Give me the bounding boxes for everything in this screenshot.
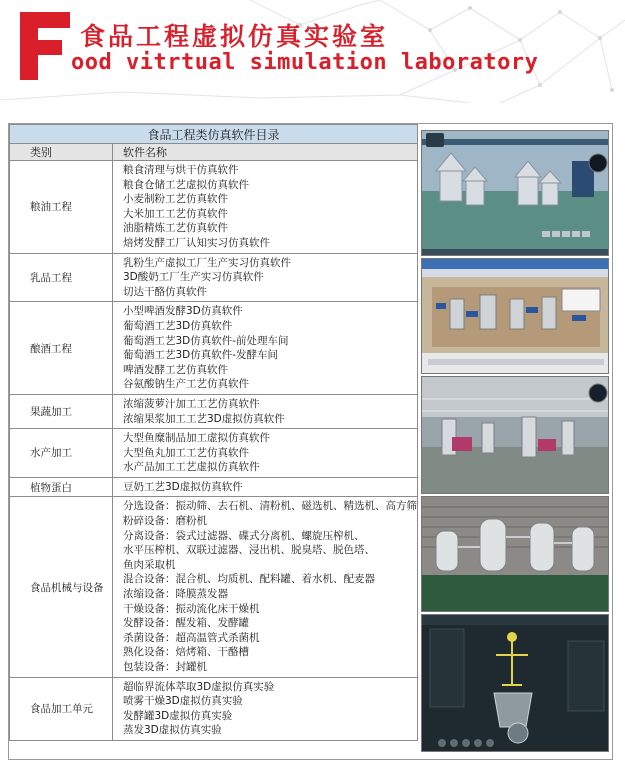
category-cell: 植物蛋白 bbox=[10, 477, 113, 497]
software-item: 焙烤发酵工厂认知实习仿真软件 bbox=[123, 236, 270, 249]
software-item: 超临界流体萃取3D虚拟仿真实验 bbox=[123, 680, 275, 693]
software-item: 分离设备：袋式过滤器、碟式分离机、螺旋压榨机、 bbox=[123, 529, 365, 542]
software-item: 浓缩设备：降膜蒸发器 bbox=[123, 588, 228, 601]
screenshot-equipment-model-viewer bbox=[421, 614, 609, 752]
table-header-row bbox=[10, 144, 418, 161]
category-cell: 食品机械与设备 bbox=[10, 497, 113, 677]
page-title-chinese: 食品工程虚拟仿真实验室 bbox=[80, 22, 389, 51]
category-cell: 食品加工单元 bbox=[10, 677, 113, 740]
software-item: 大型鱼糜制品加工虚拟仿真软件 bbox=[123, 432, 270, 445]
screenshot-separator-workshop bbox=[421, 130, 609, 256]
software-item: 混合设备：混合机、均质机、配料罐、着水机、配麦器 bbox=[123, 573, 375, 586]
software-item: 小型啤酒发酵3D仿真软件 bbox=[123, 305, 243, 318]
table-body bbox=[10, 161, 418, 741]
column-header-software: 软件名称 bbox=[113, 144, 418, 161]
software-item: 乳粉生产虚拟工厂生产实习仿真软件 bbox=[123, 256, 291, 269]
software-item: 分选设备：振动筛、去石机、清粉机、磁选机、精选机、高方筛 bbox=[123, 500, 417, 513]
screenshot-dairy-control-panel bbox=[421, 258, 609, 374]
software-item: 啤酒发酵工艺仿真软件 bbox=[123, 363, 228, 376]
software-item: 鱼肉采取机 bbox=[123, 558, 176, 571]
category-cell: 乳品工程 bbox=[10, 253, 113, 302]
software-item: 水平压榨机、双联过滤器、浸出机、脱臭塔、脱色塔、 bbox=[123, 544, 375, 557]
software-item: 粮食清理与烘干仿真软件 bbox=[123, 164, 239, 176]
table-caption-row bbox=[10, 125, 418, 144]
software-item: 谷氨酸钠生产工艺仿真软件 bbox=[123, 378, 249, 391]
software-item: 切达干酪仿真软件 bbox=[123, 285, 207, 298]
software-list-cell bbox=[113, 253, 418, 302]
software-item: 小麦制粉工艺仿真软件 bbox=[123, 193, 228, 206]
screenshot-juice-workshop bbox=[421, 376, 609, 494]
software-item: 熟化设备：焙烤箱、干酪槽 bbox=[123, 646, 249, 659]
table-row bbox=[10, 429, 418, 478]
table-row bbox=[10, 302, 418, 395]
software-catalog-table bbox=[9, 124, 418, 741]
software-item: 油脂精炼工艺仿真软件 bbox=[123, 222, 228, 235]
software-item: 浓缩菠萝汁加工工艺仿真软件 bbox=[123, 397, 260, 410]
table-row bbox=[10, 477, 418, 497]
software-list-cell bbox=[113, 161, 418, 254]
software-list-cell bbox=[113, 677, 418, 740]
category-cell: 粮油工程 bbox=[10, 161, 113, 254]
table-row bbox=[10, 161, 418, 254]
software-item: 葡萄酒工艺3D仿真软件-前处理车间 bbox=[123, 334, 289, 347]
page-header bbox=[0, 0, 625, 103]
software-item: 粉碎设备：磨粉机 bbox=[123, 515, 207, 528]
category-cell: 水产加工 bbox=[10, 429, 113, 478]
logo-letter-f bbox=[16, 10, 72, 82]
screenshot-evaporator-tanks bbox=[421, 496, 609, 612]
software-item: 喷雾干燥3D虚拟仿真实验 bbox=[123, 695, 243, 708]
software-item: 发酵罐3D虚拟仿真实验 bbox=[123, 709, 233, 722]
software-list-cell bbox=[113, 394, 418, 428]
software-item: 3D酸奶工厂生产实习仿真软件 bbox=[123, 271, 264, 284]
software-item: 大米加工工艺仿真软件 bbox=[123, 207, 228, 220]
category-cell: 酿酒工程 bbox=[10, 302, 113, 395]
software-item: 包装设备：封罐机 bbox=[123, 661, 207, 673]
table-caption: 食品工程类仿真软件目录 bbox=[10, 125, 418, 144]
software-item: 粮食仓储工艺虚拟仿真软件 bbox=[123, 178, 249, 191]
software-item: 葡萄酒工艺3D仿真软件-发酵车间 bbox=[123, 349, 279, 362]
software-item: 干燥设备：振动流化床干燥机 bbox=[123, 602, 260, 615]
software-list-cell bbox=[113, 302, 418, 395]
table-row bbox=[10, 497, 418, 677]
page-title-english: ood vitrtual simulation laboratory bbox=[71, 50, 539, 75]
category-cell: 果蔬加工 bbox=[10, 394, 113, 428]
software-item: 豆奶工艺3D虚拟仿真软件 bbox=[123, 480, 243, 493]
software-list-cell bbox=[113, 429, 418, 478]
software-item: 水产品加工工艺虚拟仿真软件 bbox=[123, 461, 260, 474]
software-item: 浓缩果浆加工工艺3D虚拟仿真软件 bbox=[123, 412, 285, 425]
software-list-cell bbox=[113, 477, 418, 497]
column-header-category: 类别 bbox=[10, 144, 113, 161]
software-item: 蒸发3D虚拟仿真实验 bbox=[123, 724, 222, 737]
table-row bbox=[10, 253, 418, 302]
table-row bbox=[10, 394, 418, 428]
software-item: 杀菌设备：超高温管式杀菌机 bbox=[123, 631, 260, 644]
software-list-cell bbox=[113, 497, 418, 677]
software-item: 大型鱼丸加工工艺仿真软件 bbox=[123, 446, 249, 459]
software-item: 葡萄酒工艺3D仿真软件 bbox=[123, 319, 233, 332]
table-row bbox=[10, 677, 418, 740]
software-item: 发酵设备：醒发箱、发酵罐 bbox=[123, 617, 249, 630]
